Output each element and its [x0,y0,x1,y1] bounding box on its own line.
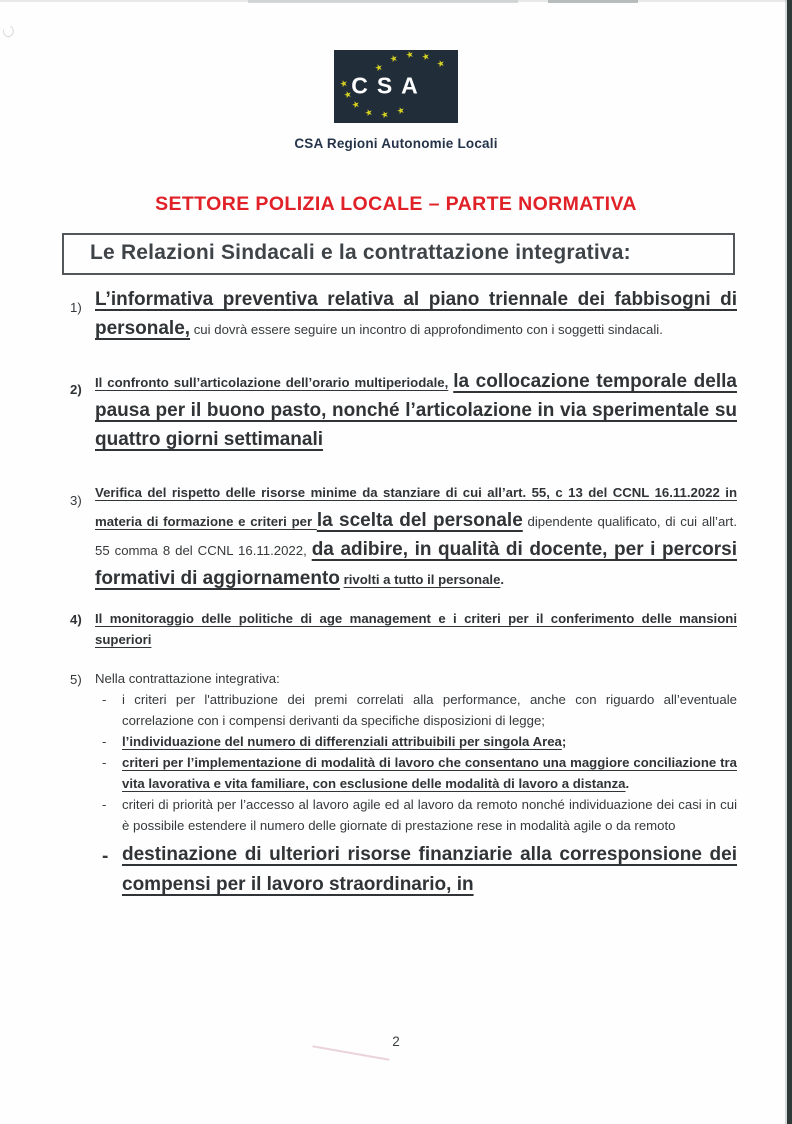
text-segment: da adibire, in qualità di docente, per i percorsi formativi di aggiornamento [95,539,737,589]
item-marker: 3) [70,493,82,508]
scan-top-smudge [548,0,638,3]
euro-star-icon: ★ [435,57,446,70]
text-segment: . [500,572,505,587]
item-text [95,670,280,687]
text-segment: destinazione di ulteriori risorse finanziarie alla corresponsione dei compensi per il lavoro straordinario, in [122,844,737,895]
euro-star-icon: ★ [395,104,407,117]
text-segment: cui dovrà essere seguire un incontro di approfondimento con i soggetti sindacali. [190,322,663,337]
dash-marker: - [102,755,107,770]
page-number: 2 [392,1034,400,1049]
sub-item-text [122,754,737,792]
text-segment: Nella contrattazione integrativa: [95,671,280,686]
dash-marker: - [102,797,107,812]
text-segment: ; [561,734,567,749]
text-segment: la scelta del personale [316,510,523,531]
scan-right-edge-bar [787,0,792,1124]
euro-star-icon: ★ [404,48,415,61]
list-item [62,608,737,650]
list-item [62,479,737,594]
csa-logo [334,50,458,123]
euro-star-icon: ★ [379,108,391,121]
dash-marker: - [102,846,109,867]
list-item [62,668,737,900]
sub-item-text [122,733,566,750]
text-segment: criteri per l’implementazione di modalità di lavoro che consentano una maggiore conciliazione tra vita lavorativa e vita familiare, con esclusione delle modalità di lavoro a distanza [122,755,737,791]
item-text [95,289,737,339]
sub-list-item [95,794,737,836]
sub-item-text [122,796,737,834]
sub-list-item [95,752,737,794]
org-name: CSA Regioni Autonomie Locali [294,136,498,151]
item-text [95,484,737,588]
item-list [62,286,737,900]
euro-star-icon: ★ [363,106,374,119]
doc-title: SETTORE POLIZIA LOCALE – PARTE NORMATIVA [155,193,637,215]
list-item [62,286,737,344]
text-segment: rivolti a tutto il personale [343,572,501,587]
euro-star-icon: ★ [350,98,362,111]
item-marker: 4) [70,612,82,627]
euro-star-icon: ★ [338,77,350,90]
list-item [62,368,737,455]
scan-top-smudge [248,0,518,3]
text-segment: Il monitoraggio delle politiche di age management e i criteri per il conferimento delle mansioni superiori [95,611,737,647]
csa-logo-text: CSA [351,71,427,98]
item-marker: 2) [70,382,82,397]
sub-item-text [122,844,737,895]
sub-item-text [122,691,737,729]
sub-list-item [95,731,737,752]
text-segment: i criteri per l'attribuzione dei premi correlati alla performance, anche con riguardo all’eventuale correlazione con i compensi derivanti da specifiche disposizioni di legge; [122,692,737,728]
item-text [95,371,737,450]
text-segment: la collocazione temporale della pausa per il buono pasto, nonché l’articolazione in via sperimentale su quattro giorni settimanali [95,371,737,450]
sub-list-item [95,689,737,731]
text-segment: dipendente qualificato, di cui all’art. 55 comma 8 del CCNL 16.11.2022, [95,514,738,558]
dash-marker: - [102,692,107,707]
text-segment: l’individuazione del numero di differenziali attribuibili per singola Area [122,734,562,749]
item-text [95,610,737,648]
euro-star-icon: ★ [373,61,384,74]
euro-star-icon: ★ [387,53,399,66]
text-segment: criteri di priorità per l’accesso al lavoro agile ed al lavoro da remoto nonché individuazione dei casi in cui è possibile estendere il numero delle giornate di prestazione rese in modalità agile o da remoto [122,797,737,833]
text-segment: L’informativa preventiva relativa al piano triennale dei fabbisogni di personale, [95,289,737,339]
item-marker: 1) [70,300,82,315]
euro-star-icon: ★ [342,88,353,101]
item-marker: 5) [70,672,82,687]
dash-marker: - [102,734,107,749]
scan-corner-mark [1,24,16,39]
section-heading-box: Le Relazioni Sindacali e la contrattazione integrativa: [62,233,735,275]
euro-star-icon: ★ [420,50,431,63]
text-segment: Verifica del rispetto delle risorse minime da stanziare di cui all’art. 55, c 13 del CCNL 16.11.2022 in materia di formazione e criteri per [95,485,737,529]
text-segment: . [625,776,630,791]
text-segment: Il confronto sull’articolazione dell’orario multiperiodale, [95,375,449,390]
sub-list-item [95,840,737,900]
